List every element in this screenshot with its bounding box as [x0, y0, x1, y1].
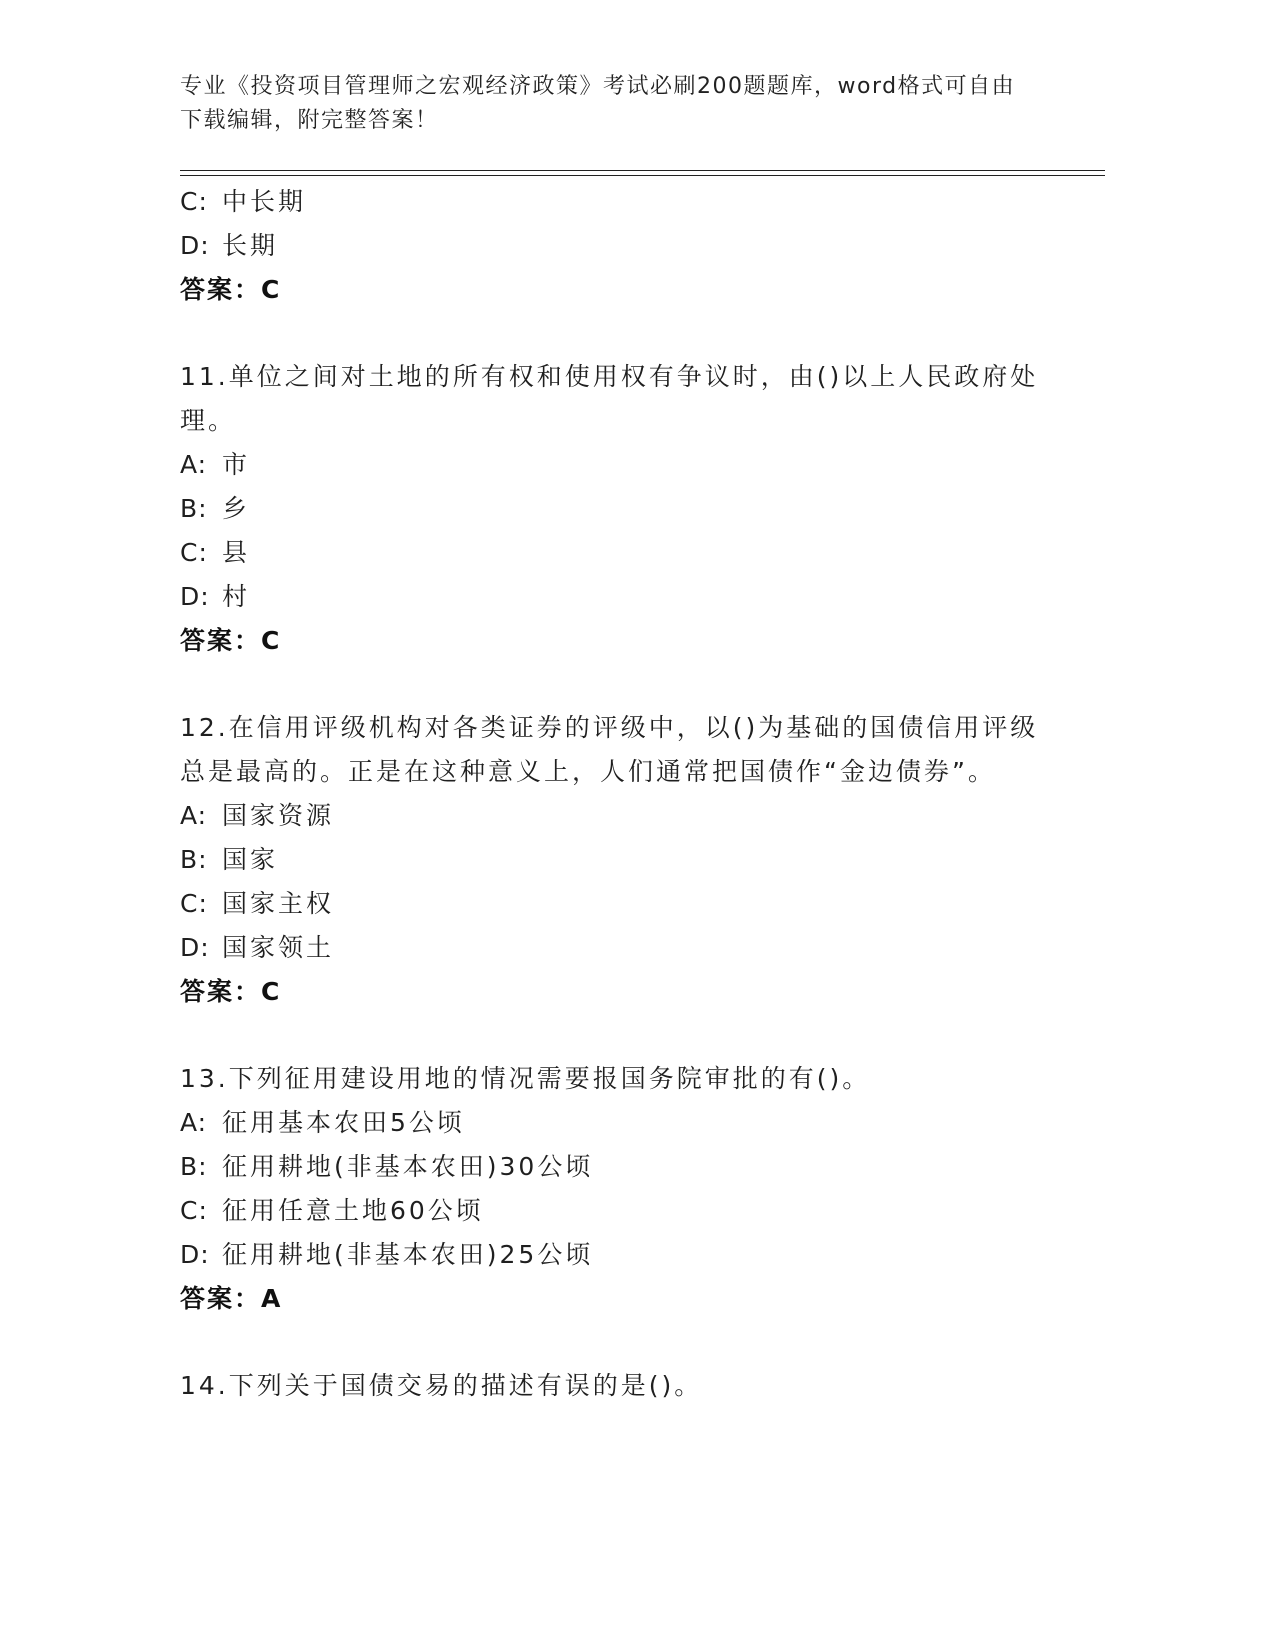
- question-stem-line: 14.下列关于国债交易的描述有误的是()。: [180, 1371, 703, 1400]
- question-11: [180, 355, 1060, 663]
- option-a: A: 市: [180, 450, 251, 479]
- option-d: D: 长期: [180, 231, 279, 260]
- option-d: D: 国家领土: [180, 933, 335, 962]
- option-b: B: 乡: [180, 494, 251, 523]
- document-header: [180, 70, 1060, 138]
- answer-line: 答案：C: [180, 977, 282, 1006]
- document-body: [180, 180, 1060, 1408]
- question-13: [180, 1057, 1060, 1321]
- answer-line: 答案：C: [180, 626, 282, 655]
- question-14: [180, 1364, 1060, 1408]
- spacer: [180, 663, 1060, 706]
- question-stem-line: 总是最高的。正是在这种意义上，人们通常把国债作“金边债券”。: [180, 757, 996, 786]
- question-stem-line: 理。: [180, 406, 237, 435]
- option-c: C: 征用任意土地60公顷: [180, 1196, 484, 1225]
- question-stem-line: 11.单位之间对土地的所有权和使用权有争议时，由()以上人民政府处: [180, 362, 1039, 391]
- option-d: D: 征用耕地(非基本农田)25公顷: [180, 1240, 594, 1269]
- spacer: [180, 1014, 1060, 1057]
- option-d: D: 村: [180, 582, 251, 611]
- spacer: [180, 1321, 1060, 1364]
- answer-line: 答案：A: [180, 1284, 283, 1313]
- question-stem-line: 13.下列征用建设用地的情况需要报国务院审批的有()。: [180, 1064, 871, 1093]
- answer-line: 答案：C: [180, 275, 282, 304]
- option-a: A: 国家资源: [180, 801, 335, 830]
- option-b: B: 征用耕地(非基本农田)30公顷: [180, 1152, 594, 1181]
- question-10-continued: [180, 180, 1060, 312]
- question-12: [180, 706, 1060, 1014]
- option-c: C: 县: [180, 538, 251, 567]
- spacer: [180, 312, 1060, 355]
- question-stem-line: 12.在信用评级机构对各类证券的评级中，以()为基础的国债信用评级: [180, 713, 1039, 742]
- option-a: A: 征用基本农田5公顷: [180, 1108, 465, 1137]
- header-line-1: 专业《投资项目管理师之宏观经济政策》考试必刷200题题库，word格式可自由: [180, 74, 1016, 99]
- header-rule-bottom: [180, 175, 1105, 176]
- option-b: B: 国家: [180, 845, 279, 874]
- header-line-2: 下载编辑，附完整答案！: [180, 108, 439, 133]
- header-rule-top: [180, 170, 1105, 171]
- option-c: C: 中长期: [180, 187, 307, 216]
- option-c: C: 国家主权: [180, 889, 335, 918]
